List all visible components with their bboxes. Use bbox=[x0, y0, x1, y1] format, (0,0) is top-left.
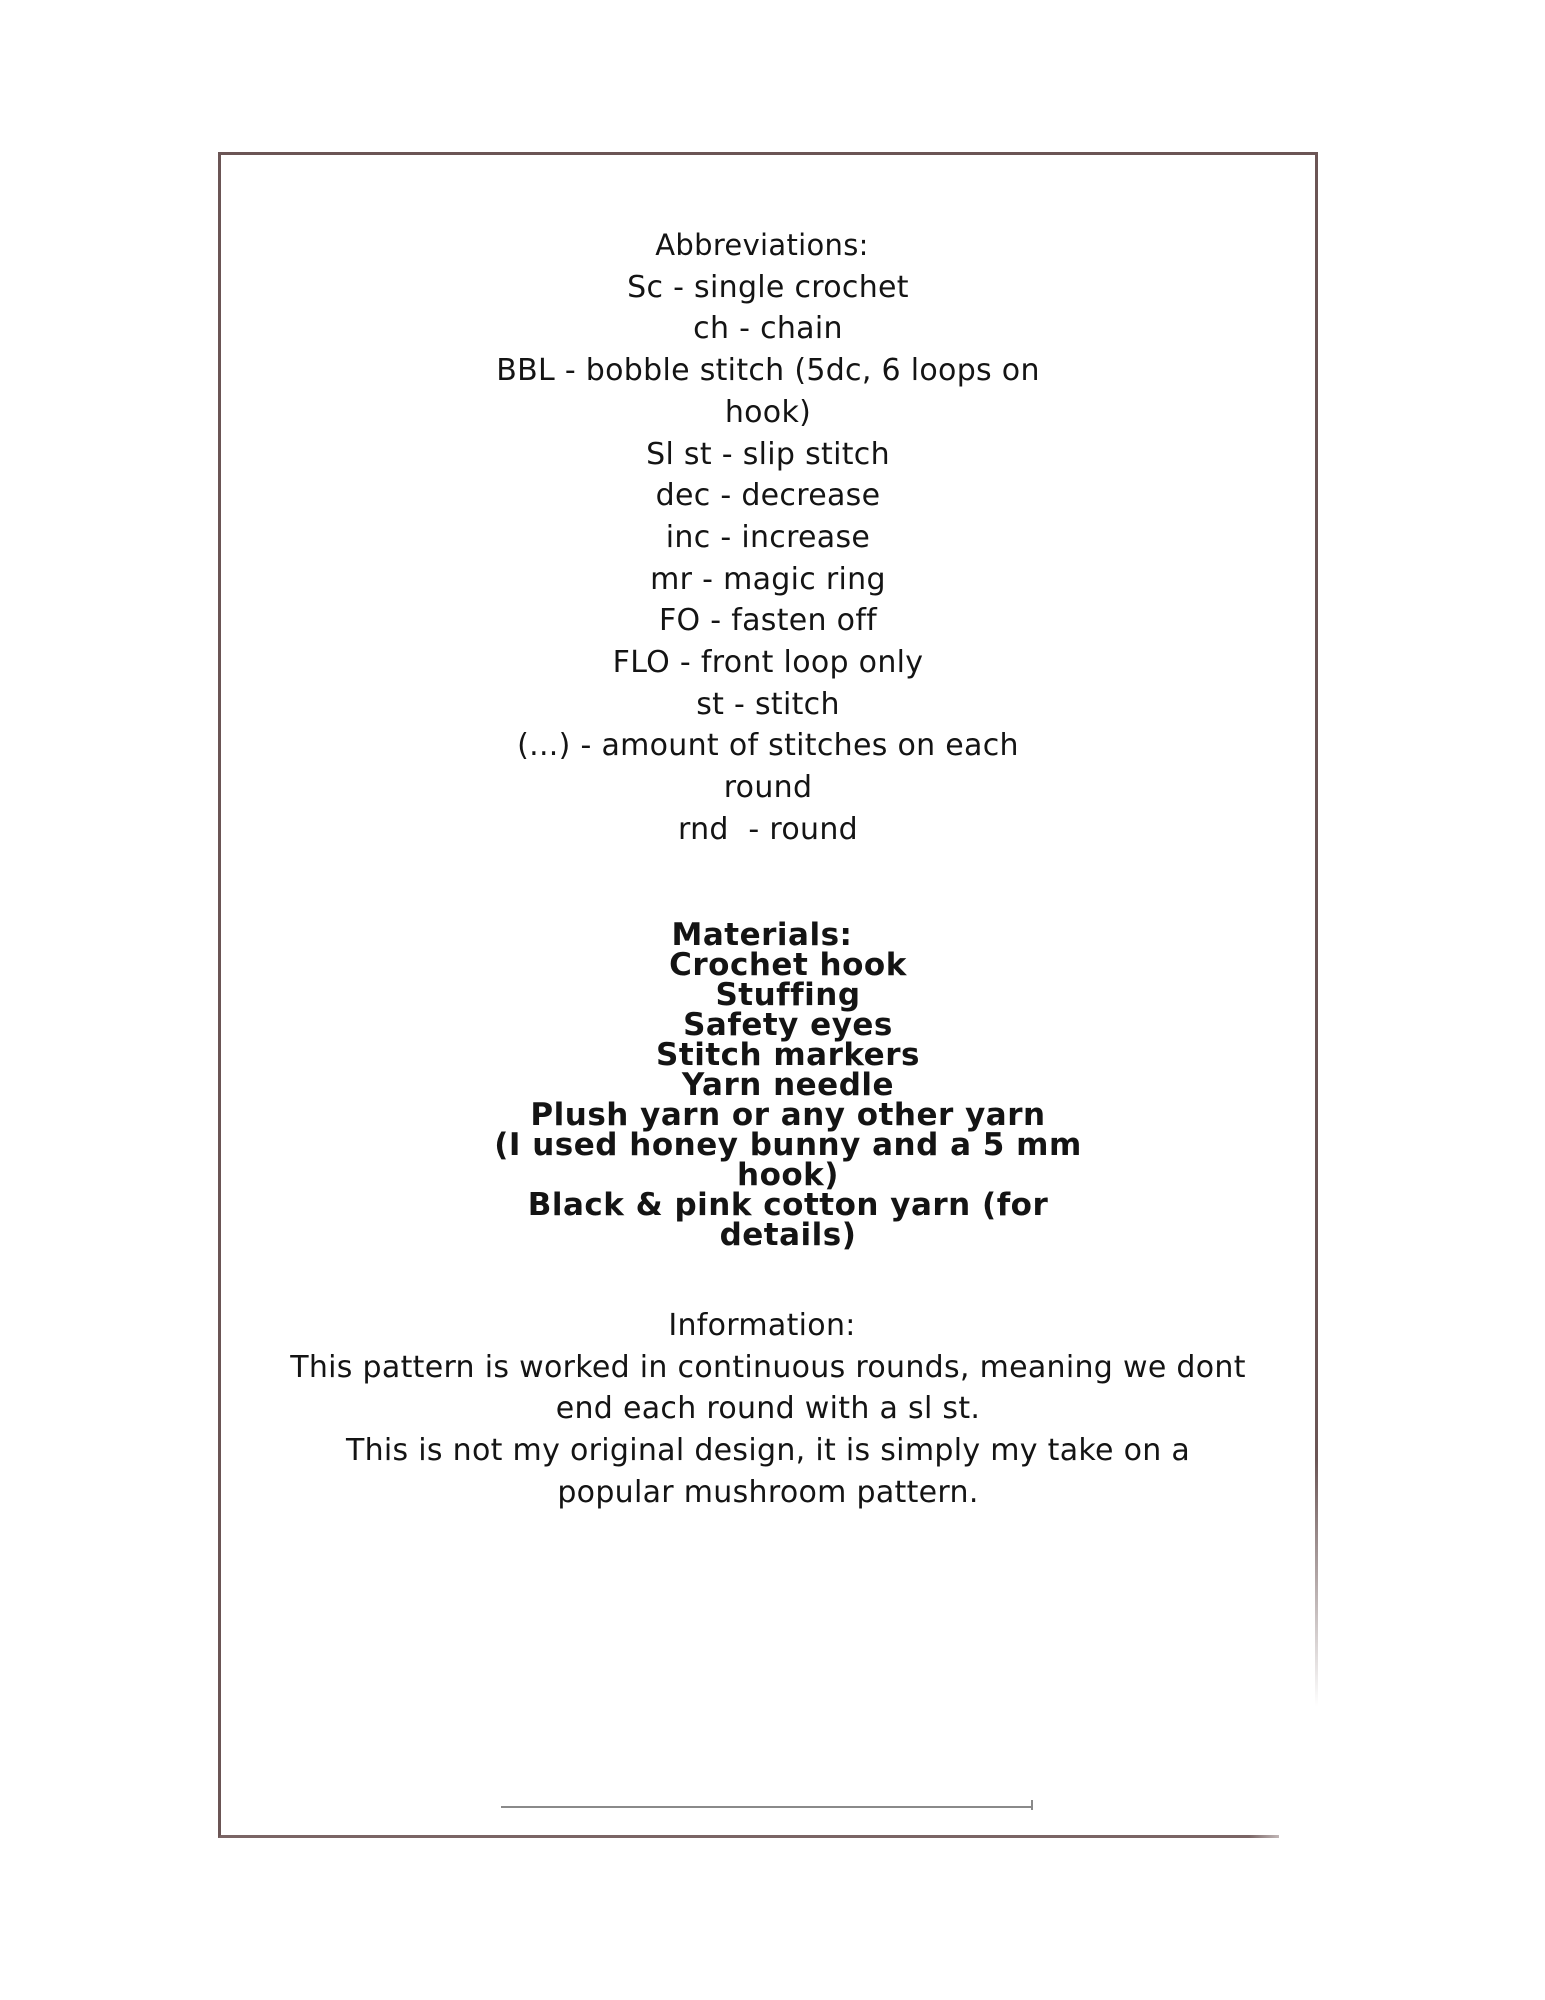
material-item: Stitch markers bbox=[656, 1037, 920, 1073]
border-fade bbox=[1279, 1459, 1319, 1839]
information-text: This pattern is worked in continuous rounds, meaning we dont bbox=[290, 1349, 1246, 1385]
abbreviation-item: round bbox=[723, 770, 813, 806]
border-fade-bottom bbox=[1249, 1831, 1319, 1839]
abbreviation-item: mr - magic ring bbox=[650, 561, 886, 597]
abbreviation-item: FO - fasten off bbox=[658, 603, 878, 639]
information-text: popular mushroom pattern. bbox=[557, 1474, 979, 1510]
material-item: hook) bbox=[737, 1157, 839, 1193]
footer-rule bbox=[501, 1806, 1031, 1808]
material-item: Plush yarn or any other yarn bbox=[530, 1097, 1046, 1133]
material-item: (I used honey bunny and a 5 mm bbox=[494, 1127, 1082, 1163]
abbreviation-item: st - stitch bbox=[696, 686, 840, 722]
materials-heading: Materials: bbox=[671, 917, 853, 953]
abbreviation-item: ch - chain bbox=[693, 311, 843, 347]
material-item: Crochet hook bbox=[669, 947, 907, 983]
abbreviation-item: inc - increase bbox=[665, 519, 871, 555]
material-item: details) bbox=[719, 1217, 857, 1253]
abbreviations-section bbox=[221, 225, 1315, 851]
abbreviation-item: Sl st - slip stitch bbox=[646, 436, 890, 472]
abbreviation-item: (...) - amount of stitches on each bbox=[517, 728, 1019, 764]
material-item: Safety eyes bbox=[683, 1007, 893, 1043]
material-item: Yarn needle bbox=[681, 1067, 895, 1103]
information-section bbox=[221, 1305, 1315, 1514]
footer-rule-tick bbox=[1031, 1800, 1033, 1810]
information-heading: Information: bbox=[668, 1308, 856, 1343]
materials-section bbox=[221, 917, 1315, 1253]
abbreviation-item: dec - decrease bbox=[655, 478, 881, 514]
page-border bbox=[218, 152, 1318, 1838]
abbreviation-item: BBL - bobble stitch (5dc, 6 loops on bbox=[496, 353, 1040, 389]
information-text: end each round with a sl st. bbox=[555, 1391, 981, 1427]
information-text: This is not my original design, it is simply my take on a bbox=[345, 1433, 1191, 1469]
abbreviation-item: hook) bbox=[724, 394, 812, 430]
material-item: Black & pink cotton yarn (for bbox=[527, 1187, 1049, 1223]
abbreviations-heading: Abbreviations: bbox=[655, 228, 869, 262]
abbreviation-item: rnd - round bbox=[678, 811, 858, 847]
abbreviation-item: FLO - front loop only bbox=[612, 645, 924, 681]
material-item: Stuffing bbox=[715, 977, 861, 1013]
abbreviation-item: Sc - single crochet bbox=[627, 269, 909, 305]
